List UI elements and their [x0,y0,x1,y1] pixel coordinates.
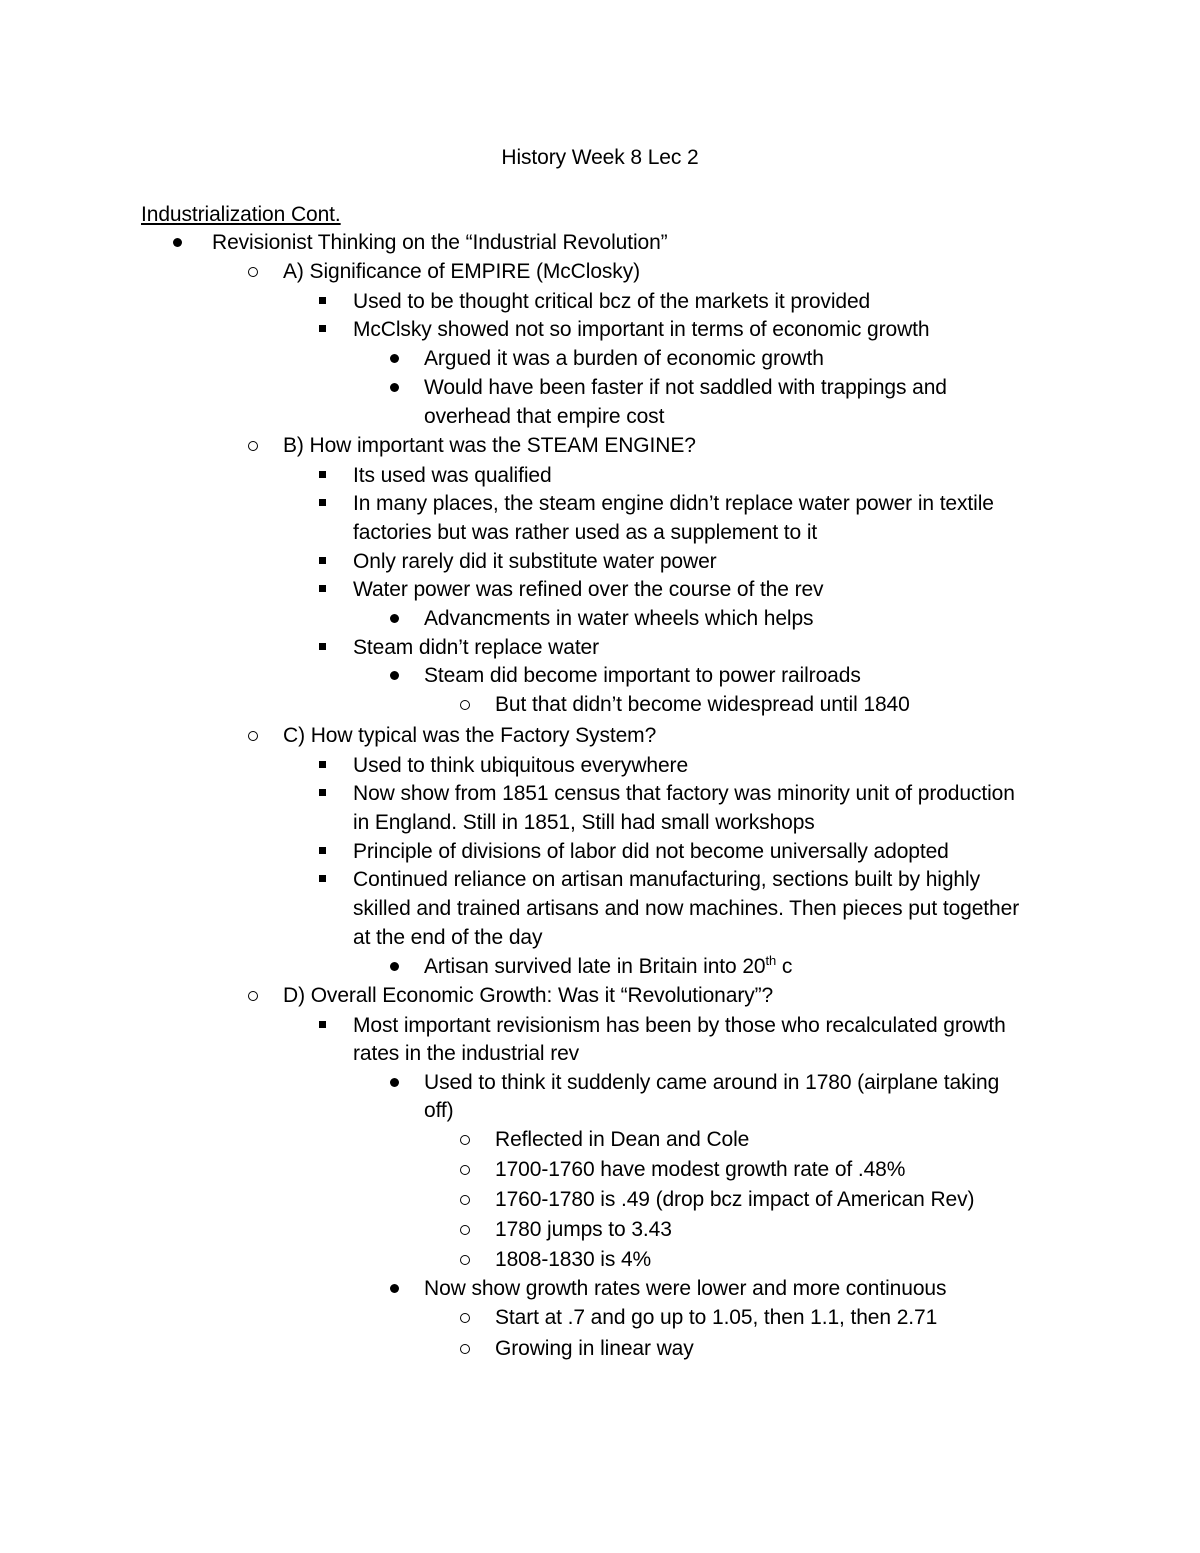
outline-item: Steam didn’t replace water [353,636,600,659]
bullet-marker [173,238,182,247]
circle-marker [460,1225,470,1235]
bullet-marker [390,671,399,680]
square-marker [319,1021,326,1028]
outline-item: But that didn’t become widespread until 1840 [495,693,910,716]
square-marker [319,471,326,478]
outline-item-continuation: rates in the industrial rev [353,1042,580,1065]
outline-item: A) Significance of EMPIRE (McClosky) [283,260,640,283]
square-marker [319,585,326,592]
outline-item: Used to be thought critical bcz of the markets it provided [353,290,871,313]
outline-item: Advancments in water wheels which helps [424,607,814,630]
bullet-marker [390,383,399,392]
bullet-marker [390,354,399,363]
bullet-marker [390,1078,399,1087]
outline-item: Only rarely did it substitute water power [353,550,717,573]
outline-item: Start at .7 and go up to 1.05, then 1.1, then 2.71 [495,1306,938,1329]
outline-item-continuation: off) [424,1099,454,1122]
outline-item: Its used was qualified [353,464,552,487]
square-marker [319,761,326,768]
circle-marker [460,700,470,710]
outline-item: D) Overall Economic Growth: Was it “Revolutionary”? [283,984,774,1007]
circle-marker [248,267,258,277]
outline-item: Reflected in Dean and Cole [495,1128,750,1151]
outline-item: McClsky showed not so important in terms of economic growth [353,318,930,341]
circle-marker [460,1255,470,1265]
outline-item: Revisionist Thinking on the “Industrial Revolution” [212,231,668,254]
outline-item: Used to think it suddenly came around in 1780 (airplane taking [424,1071,1000,1094]
outline-item: 1808-1830 is 4% [495,1248,652,1271]
square-marker [319,297,326,304]
circle-marker [460,1344,470,1354]
square-marker [319,557,326,564]
outline-item-continuation: at the end of the day [353,926,543,949]
circle-marker [460,1135,470,1145]
outline-item-continuation: in England. Still in 1851, Still had small workshops [353,811,815,834]
outline-item: Principle of divisions of labor did not become universally adopted [353,840,949,863]
outline-item: Steam did become important to power railroads [424,664,861,687]
square-marker [319,847,326,854]
superscript-th: th [765,953,777,968]
outline-item: Growing in linear way [495,1337,694,1360]
page-title: History Week 8 Lec 2 [501,146,699,169]
bullet-marker [390,962,399,971]
outline-item: In many places, the steam engine didn’t replace water power in textile [353,492,994,515]
outline-item: Now show growth rates were lower and more continuous [424,1277,947,1300]
circle-marker [248,991,258,1001]
circle-marker [460,1165,470,1175]
circle-marker [460,1195,470,1205]
outline-item: 1760-1780 is .49 (drop bcz impact of American Rev) [495,1188,975,1211]
outline-item: Would have been faster if not saddled with trappings and [424,376,947,399]
bullet-marker [390,1284,399,1293]
outline-item: B) How important was the STEAM ENGINE? [283,434,696,457]
circle-marker [248,731,258,741]
square-marker [319,325,326,332]
square-marker [319,643,326,650]
outline-item: 1700-1760 have modest growth rate of .48% [495,1158,906,1181]
outline-item: Continued reliance on artisan manufacturing, sections built by highly [353,868,980,891]
outline-item: Argued it was a burden of economic growth [424,347,824,370]
outline-item: Used to think ubiquitous everywhere [353,754,689,777]
outline-item-continuation: overhead that empire cost [424,405,665,428]
outline-item: Most important revisionism has been by those who recalculated growth [353,1014,1006,1037]
outline-item-text: Artisan survived late in Britain into 20 [424,955,766,978]
section-heading: Industrialization Cont. [141,203,341,226]
square-marker [319,789,326,796]
circle-marker [460,1313,470,1323]
outline-item: C) How typical was the Factory System? [283,724,657,747]
circle-marker [248,441,258,451]
outline-item-suffix: c [776,955,793,978]
bullet-marker [390,614,399,623]
outline-item: 1780 jumps to 3.43 [495,1218,672,1241]
square-marker [319,875,326,882]
outline-item: Now show from 1851 census that factory was minority unit of production [353,782,1015,805]
outline-item-continuation: factories but was rather used as a supplement to it [353,521,818,544]
outline-item-continuation: skilled and trained artisans and now machines. Then pieces put together [353,897,1020,920]
outline-item: Water power was refined over the course of the rev [353,578,824,601]
outline-item [424,952,792,981]
square-marker [319,499,326,506]
